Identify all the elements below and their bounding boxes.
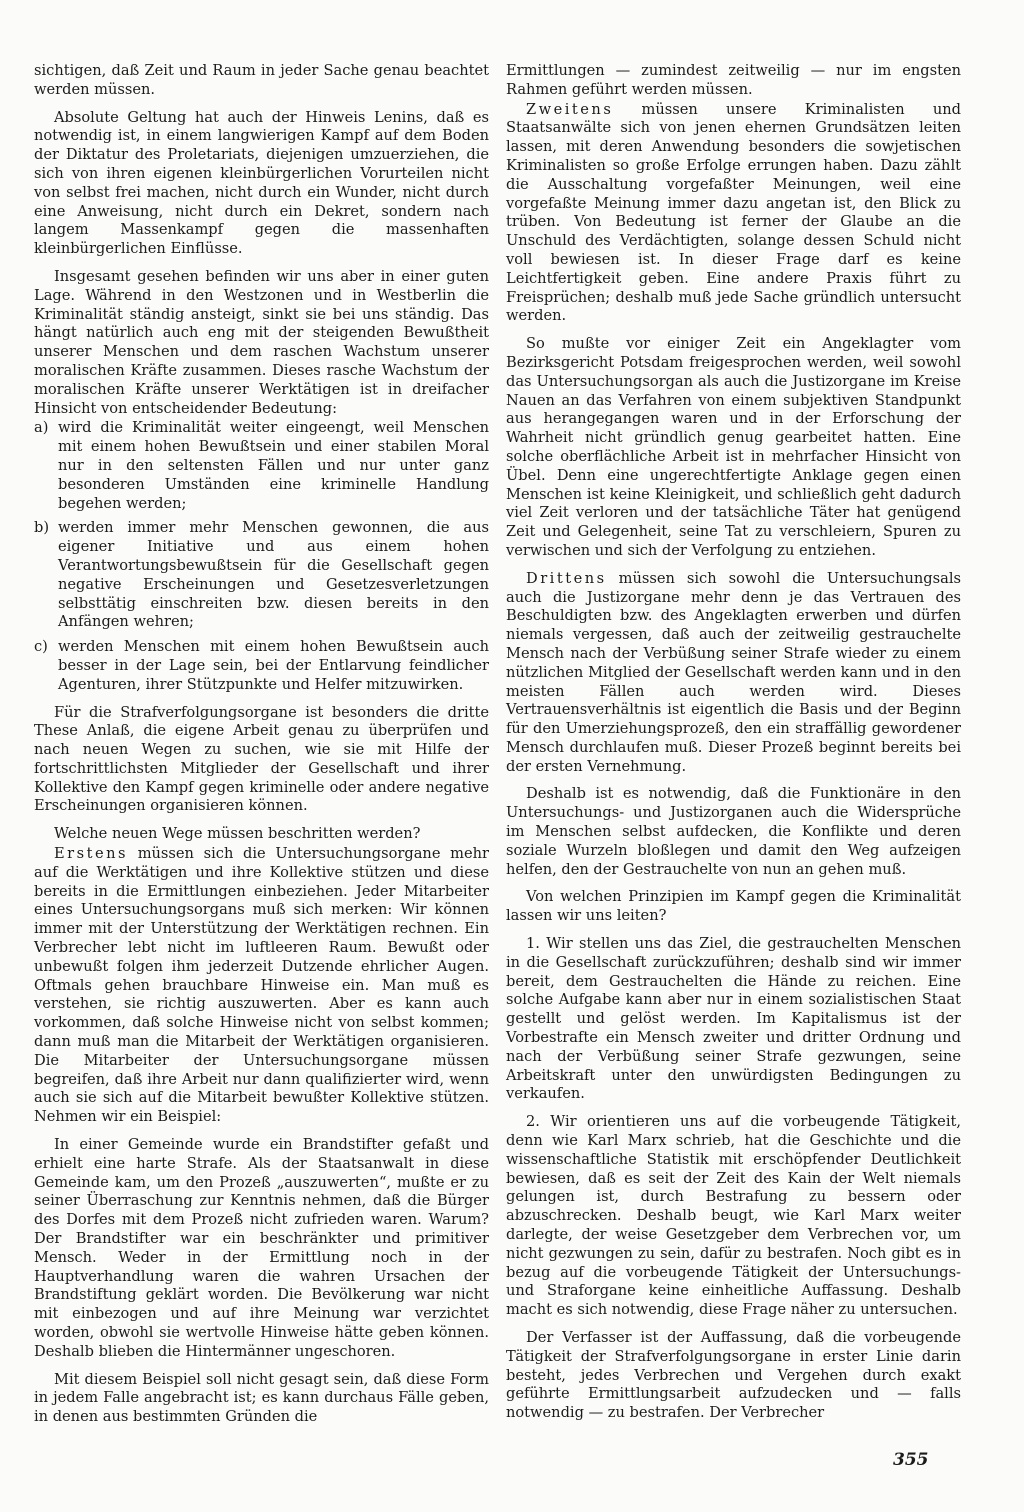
right-column (506, 62, 961, 1432)
list-marker: c) (34, 638, 48, 656)
list-item-text: werden immer mehr Menschen gewonnen, die aus eigener Initiative und aus einem hohen Verantwortungsbewußtsein für die Gesellschaft gegen negative Erscheinungen und Gesetzesverletzungen selbsttätig einschreiten bzw. diesen bereits in den Anfängen wehren; (58, 519, 489, 631)
page-number: 355 (893, 1450, 929, 1470)
numbered-paragraph: 1. Wir stellen uns das Ziel, die gestrauchelten Menschen in die Gesellschaft zurückzuführen; deshalb sind wir immer bereit, dem Gestrauchelten die Hände zu reichen. Eine solche Aufgabe kann aber nur in einem sozialistischen Staat gestellt und gelöst werden. Im Kapitalismus ist der Vorbestrafte ein Mensch zweiter und dritter Ordnung und nach der Verbüßung seiner Strafe gezwungen, seine Arbeitskraft unter den unwürdigsten Bedingungen zu verkaufen. (506, 935, 961, 1103)
list-item (34, 519, 489, 632)
paragraph: Deshalb ist es notwendig, daß die Funktionäre in den Untersuchungs- und Justizorganen auch die Widersprüche im Menschen selbst aufdecken, die Konflikte und deren soziale Wurzeln bloßlegen und damit den Weg aufzeigen helfen, den der Gestrauchelte von nun an gehen muß. (506, 785, 961, 878)
paragraph (506, 101, 961, 327)
paragraph: Ermittlungen — zumindest zeitweilig — nur im engsten Rahmen geführt werden müssen. (506, 62, 961, 98)
paragraph: Für die Strafverfolgungsorgane ist besonders die dritte These Anlaß, die eigene Arbeit genau zu überprüfen und nach neuen Wegen zu suchen, wie sie mit Hilfe der fortschrittlichsten Mitglieder der Gesellschaft und ihrer Kollektive den Kampf gegen kriminelle oder andere negative Erscheinungen organisieren können. (34, 703, 489, 815)
paragraph: sichtigen, daß Zeit und Raum in jeder Sache genau beachtet werden müssen. (34, 62, 489, 98)
paragraph (506, 570, 961, 777)
question: Von welchen Prinzipien im Kampf gegen die Kriminalität lassen wir uns leiten? (506, 888, 961, 925)
paragraph-text: müssen sich sowohl die Untersuchungsals auch die Justizorgane mehr denn je das Vertrauen des Beschuldigten bzw. des Angeklagten erwerben und dürfen niemals vergessen, daß auch der zeitweilig gestrauchelte Mensch nach der Verbüßung seiner Strafe wieder zu einem nützlichen Mitglied der Gesellschaft werden kann und in den meisten Fällen auch werden wird. Dieses Vertrauensverhältnis ist eigentlich die Basis und der Beginn für den Umerziehungsprozeß, den ein straffällig gewordener Mensch durchlaufen muß. Dieser Prozeß beginnt bereits bei der ersten Vernehmung. (506, 569, 961, 775)
paragraph-text: müssen sich die Untersuchungsorgane mehr auf die Werktätigen und ihre Kollektive stützen und diese bereits in die Ermittlungen einbeziehen. Jeder Mitarbeiter eines Untersuchungsorgans muß sich merken: Wir können immer mit der Unterstützung der Werktätigen rechnen. Ein Verbrecher lebt nicht im luftleeren Raum. Bewußt oder unbewußt folgen ihm jederzeit Dutzende ehrlicher Augen. Oftmals gehen brauchbare Hinweise ein. Man muß es verstehen, sie richtig auszuwerten. Aber es kann auch vorkommen, daß solche Hinweise nicht von selbst kommen; dann muß man die Mitarbeit der Werktätigen organisieren. Die Mitarbeiter der Untersuchungsorgane müssen begreifen, daß ihre Arbeit nur dann qualifizierter wird, wenn auch sie sich auf die Mitarbeit bewußter Kollektive stützen. Nehmen wir ein Beispiel: (34, 845, 489, 1126)
spaced-lead-word: Drittens (526, 569, 607, 587)
paragraph: Insgesamt gesehen befinden wir uns aber in einer guten Lage. Während in den Westzonen und in Westberlin die Kriminalität ständig ansteigt, sinkt sie bei uns ständig. Das hängt natürlich auch eng mit der steigenden Bewußtheit unserer Menschen und dem raschen Wachstum unserer moralischen Kräfte zusammen. Dieses rasche Wachstum der moralischen Kräfte unserer Werktätigen ist in dreifacher Hinsicht von entscheidender Bedeutung: (34, 267, 489, 417)
spaced-lead-word: Zweitens (526, 100, 614, 118)
enumerated-list (34, 419, 489, 694)
question: Welche neuen Wege müssen beschritten werden? (54, 825, 421, 843)
paragraph: So mußte vor einiger Zeit ein Angeklagter vom Bezirksgericht Potsdam freigesprochen werden, weil sowohl das Untersuchungsorgan als auch die Justizorgane im Kreise Nauen an das Verfahren von einem subjektiven Standpunkt aus herangegangen waren und in der Erforschung der Wahrheit nicht gründlich genug gearbeitet hatten. Eine solche oberflächliche Arbeit ist in mehrfacher Hinsicht von Übel. Denn eine ungerechtfertigte Anklage gegen einen Menschen ist keine Kleinigkeit, und schließlich geht dadurch viel Zeit verloren und der tatsächliche Täter hat genügend Zeit und Gelegenheit, seine Tat zu verschleiern, Spuren zu verwischen und sich der Verfolgung zu entziehen. (506, 335, 961, 559)
left-column (34, 62, 489, 1436)
paragraph: In einer Gemeinde wurde ein Brandstifter gefaßt und erhielt eine harte Strafe. Als der Staatsanwalt in diese Gemeinde kam, um den Prozeß „auszuwerten“, mußte er zu seiner Überraschung zur Kenntnis nehmen, daß die Bürger des Dorfes mit dem Prozeß nicht zufrieden waren. Warum? Der Brandstifter war ein beschränkter und primitiver Mensch. Weder in der Ermittlung noch in der Hauptverhandlung waren die wahren Ursachen der Brandstiftung geklärt worden. Die Bevölkerung war nicht mit einbezogen und auf ihre Meinung war verzichtet worden, obwohl sie wertvolle Hinweise hätte geben können. Deshalb blieben die Hintermänner ungeschoren. (34, 1136, 489, 1360)
numbered-paragraph: 2. Wir orientieren uns auf die vorbeugende Tätigkeit, denn wie Karl Marx schrieb, hat die Geschichte und die wissenschaftliche Statistik mit erschöpfender Deutlichkeit bewiesen, daß es seit der Zeit des Kain der Welt niemals gelungen ist, durch Bestrafung zu bessern oder abzuschrecken. Deshalb beugt, wie Karl Marx weiter darlegte, der weise Gesetzgeber dem Verbrechen vor, um nicht gezwungen zu sein, dafür zu bestrafen. Noch gibt es in bezug auf die vorbeugende Tätigkeit der Untersuchungs- und Straforgane keine einheitliche Auffassung. Deshalb macht es sich notwendig, diese Frage näher zu untersuchen. (506, 1113, 961, 1319)
list-item-text: wird die Kriminalität weiter eingeengt, weil Menschen mit einem hohen Bewußtsein und einer stabilen Moral nur in den seltensten Fällen und nur unter ganz besonderen Umständen eine kriminelle Handlung begehen werden; (58, 419, 489, 512)
spaced-lead-word: Erstens (54, 845, 129, 863)
list-marker: b) (34, 519, 50, 537)
paragraph-text: müssen unsere Kriminalisten und Staatsanwälte sich von jenen ehernen Grundsätzen leiten lassen, mit deren Anwendung besonders die sowjetischen Kriminalisten so große Erfolge errungen haben. Dazu zählt die Ausschaltung vorgefaßter Meinungen, weil eine vorgefaßte Meinung immer dazu angetan ist, den Blick zu trüben. Von Bedeutung ist ferner der Glaube an die Unschuld des Verdächtigten, solange dessen Schuld nicht voll bewiesen ist. In dieser Frage darf es keine Leichtfertigkeit geben. Eine andere Praxis führt zu Freisprüchen; deshalb muß jede Sache gründlich untersucht werden. (506, 100, 961, 325)
list-marker: a) (34, 419, 49, 437)
paragraph (34, 845, 489, 1127)
paragraph: Absolute Geltung hat auch der Hinweis Lenins, daß es notwendig ist, in einem langwierigen Kampf auf dem Boden der Diktatur des Proletariats, diejenigen umzuerziehen, die sich von ihren eigenen kleinbürgerlichen Vorurteilen nicht von selbst frei machen, nicht durch ein Wunder, nicht durch eine Anweisung, nicht durch ein Dekret, sondern nach langem Massenkampf gegen die massenhaften kleinbürgerlichen Einflüsse. (34, 108, 489, 258)
paragraph: Der Verfasser ist der Auffassung, daß die vorbeugende Tätigkeit der Strafverfolgungsorgane in erster Linie darin besteht, jedes Verbrechen und Vergehen durch exakt geführte Ermittlungsarbeit aufzudecken und — falls notwendig — zu bestrafen. Der Verbrecher (506, 1329, 961, 1422)
list-item-text: werden Menschen mit einem hohen Bewußtsein auch besser in der Lage sein, bei der Entlarvung feindlicher Agenturen, ihrer Stützpunkte und Helfer mitzuwirken. (58, 638, 489, 693)
list-item (34, 638, 489, 694)
paragraph: Mit diesem Beispiel soll nicht gesagt sein, daß diese Form in jedem Falle angebracht ist; es kann durchaus Fälle geben, in denen aus bestimmten Gründen die (34, 1370, 489, 1426)
list-item (34, 419, 489, 513)
